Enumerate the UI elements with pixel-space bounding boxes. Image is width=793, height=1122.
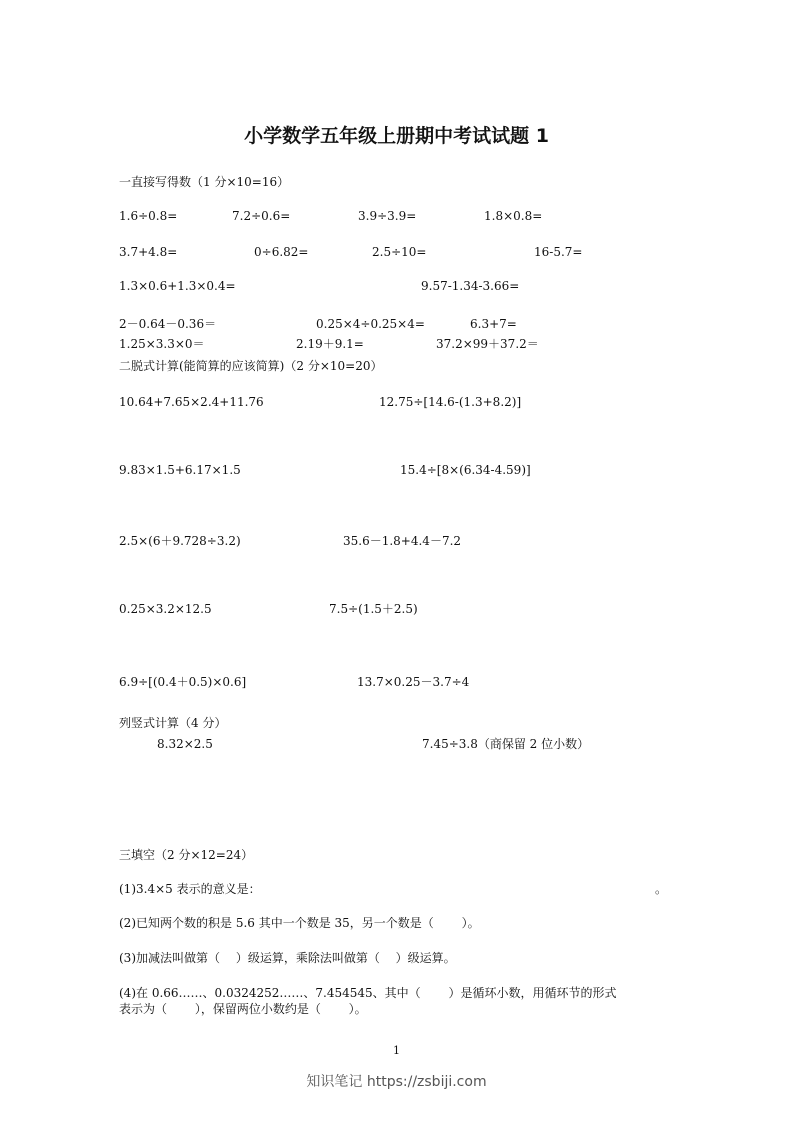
problem: 6.3+7= — [470, 317, 517, 331]
problem: 1.8×0.8= — [484, 209, 543, 223]
fill-question: (4)在 0.66……、0.0324252……、7.454545、其中（ ）是循环小数，用循环节的形式 — [119, 986, 617, 1000]
problem: 8.32×2.5 — [157, 737, 213, 751]
problem: 3.9÷3.9= — [358, 209, 417, 223]
fill-question: (3)加减法叫做第（ ）级运算，乘除法叫做第（ ）级运算。 — [119, 951, 456, 965]
fill-question: 表示为（ ），保留两位小数约是（ ）。 — [119, 1002, 367, 1016]
problem: 0÷6.82= — [254, 245, 309, 259]
problem: 2.5÷10= — [372, 245, 427, 259]
problem: 2.5×(6＋9.728÷3.2) — [119, 534, 241, 548]
problem: 9.83×1.5+6.17×1.5 — [119, 463, 241, 477]
fill-question-end: 。 — [655, 882, 668, 896]
problem: 1.6÷0.8= — [119, 209, 178, 223]
problem: 6.9÷[(0.4＋0.5)×0.6] — [119, 675, 247, 689]
section3-heading: 三填空（2 分×12=24） — [119, 848, 254, 862]
problem: 2－0.64－0.36＝ — [119, 317, 217, 331]
problem: 0.25×4÷0.25×4= — [316, 317, 425, 331]
fill-question: (2)已知两个数的积是 5.6 其中一个数是 35，另一个数是（ ）。 — [119, 916, 480, 930]
problem: 1.25×3.3×0＝ — [119, 337, 205, 351]
problem: 10.64+7.65×2.4+11.76 — [119, 395, 264, 409]
problem: 0.25×3.2×12.5 — [119, 602, 212, 616]
vertical-heading: 列竖式计算（4 分） — [119, 716, 227, 730]
problem: 16-5.7= — [534, 245, 583, 259]
problem: 1.3×0.6+1.3×0.4= — [119, 279, 236, 293]
problem: 15.4÷[8×(6.34-4.59)] — [400, 463, 531, 477]
section2-heading: 二脱式计算(能简算的应该简算)（2 分×10=20） — [119, 359, 383, 373]
problem: 2.19＋9.1= — [296, 337, 364, 351]
problem: 13.7×0.25－3.7÷4 — [357, 675, 470, 689]
footer-watermark: 知识笔记 https://zsbiji.com — [306, 1074, 487, 1090]
problem: 12.75÷[14.6-(1.3+8.2)] — [379, 395, 522, 409]
problem: 7.2÷0.6= — [232, 209, 291, 223]
problem: 7.5÷(1.5＋2.5) — [329, 602, 418, 616]
page-title: 小学数学五年级上册期中考试试题 1 — [244, 125, 549, 147]
problem: 35.6－1.8+4.4－7.2 — [343, 534, 462, 548]
problem: 37.2×99＋37.2＝ — [436, 337, 539, 351]
problem: 7.45÷3.8（商保留 2 位小数） — [422, 737, 590, 751]
section1-heading: 一直接写得数（1 分×10=16） — [119, 175, 290, 189]
fill-question: (1)3.4×5 表示的意义是： — [119, 882, 261, 896]
problem: 3.7+4.8= — [119, 245, 178, 259]
problem: 9.57-1.34-3.66= — [421, 279, 520, 293]
page-number: 1 — [393, 1044, 400, 1057]
